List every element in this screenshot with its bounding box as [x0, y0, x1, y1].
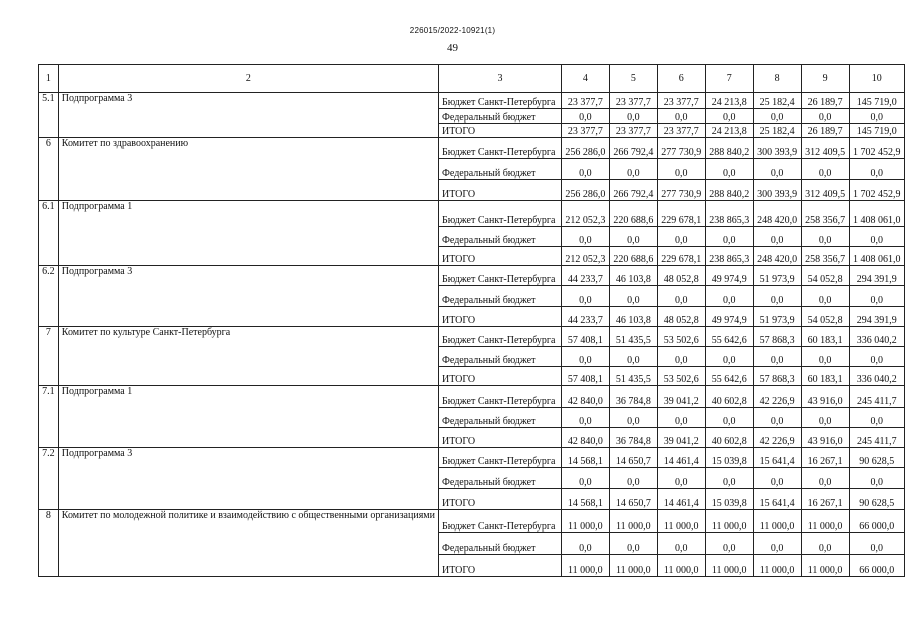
- funding-source: ИТОГО: [438, 180, 561, 201]
- row-number: 8: [39, 510, 59, 577]
- header-row: [39, 65, 905, 93]
- value-cell: 336 040,2: [849, 327, 904, 347]
- value-cell: 0,0: [705, 468, 753, 489]
- value-cell: 11 000,0: [801, 555, 849, 577]
- value-cell: 53 502,6: [657, 327, 705, 347]
- value-cell: 256 286,0: [561, 138, 609, 159]
- value-cell: 0,0: [849, 159, 904, 180]
- value-cell: 0,0: [849, 408, 904, 428]
- value-cell: 0,0: [609, 286, 657, 307]
- value-cell: 220 688,6: [609, 201, 657, 227]
- funding-source: Бюджет Санкт-Петербурга: [438, 327, 561, 347]
- value-cell: 15 641,4: [753, 489, 801, 510]
- value-cell: 11 000,0: [657, 510, 705, 533]
- value-cell: 51 435,5: [609, 367, 657, 386]
- value-cell: 14 650,7: [609, 489, 657, 510]
- row-number: 6.1: [39, 201, 59, 266]
- value-cell: 23 377,7: [561, 93, 609, 109]
- value-cell: 0,0: [657, 227, 705, 247]
- value-cell: 0,0: [753, 286, 801, 307]
- value-cell: 0,0: [801, 533, 849, 555]
- table-row: [39, 93, 905, 109]
- funding-source: Федеральный бюджет: [438, 159, 561, 180]
- value-cell: 0,0: [705, 109, 753, 124]
- value-cell: 0,0: [801, 408, 849, 428]
- value-cell: 229 678,1: [657, 201, 705, 227]
- value-cell: 0,0: [753, 533, 801, 555]
- table-row: [39, 386, 905, 408]
- value-cell: 0,0: [801, 109, 849, 124]
- row-number: 7.2: [39, 448, 59, 510]
- value-cell: 0,0: [801, 227, 849, 247]
- value-cell: 277 730,9: [657, 138, 705, 159]
- program-name: Подпрограмма 3: [58, 266, 438, 327]
- value-cell: 57 868,3: [753, 327, 801, 347]
- value-cell: 0,0: [705, 227, 753, 247]
- value-cell: 15 039,8: [705, 448, 753, 468]
- value-cell: 258 356,7: [801, 247, 849, 266]
- value-cell: 11 000,0: [609, 510, 657, 533]
- value-cell: 266 792,4: [609, 138, 657, 159]
- value-cell: 11 000,0: [705, 555, 753, 577]
- value-cell: 26 189,7: [801, 93, 849, 109]
- value-cell: 294 391,9: [849, 307, 904, 327]
- value-cell: 0,0: [609, 227, 657, 247]
- value-cell: 14 461,4: [657, 489, 705, 510]
- column-header: 6: [657, 65, 705, 93]
- value-cell: 294 391,9: [849, 266, 904, 286]
- value-cell: 0,0: [561, 408, 609, 428]
- value-cell: 42 226,9: [753, 428, 801, 448]
- value-cell: 0,0: [657, 109, 705, 124]
- value-cell: 0,0: [609, 408, 657, 428]
- value-cell: 44 233,7: [561, 307, 609, 327]
- value-cell: 11 000,0: [705, 510, 753, 533]
- value-cell: 256 286,0: [561, 180, 609, 201]
- funding-source: Федеральный бюджет: [438, 227, 561, 247]
- value-cell: 300 393,9: [753, 180, 801, 201]
- value-cell: 24 213,8: [705, 124, 753, 138]
- value-cell: 40 602,8: [705, 386, 753, 408]
- value-cell: 0,0: [705, 286, 753, 307]
- column-header: 9: [801, 65, 849, 93]
- table-row: [39, 201, 905, 227]
- value-cell: 48 052,8: [657, 266, 705, 286]
- column-header: 10: [849, 65, 904, 93]
- value-cell: 23 377,7: [609, 124, 657, 138]
- funding-source: Бюджет Санкт-Петербурга: [438, 448, 561, 468]
- value-cell: 0,0: [801, 347, 849, 367]
- value-cell: 15 641,4: [753, 448, 801, 468]
- value-cell: 23 377,7: [561, 124, 609, 138]
- value-cell: 55 642,6: [705, 367, 753, 386]
- value-cell: 90 628,5: [849, 489, 904, 510]
- value-cell: 0,0: [801, 468, 849, 489]
- page-number: 49: [447, 42, 458, 54]
- value-cell: 60 183,1: [801, 327, 849, 347]
- value-cell: 145 719,0: [849, 93, 904, 109]
- value-cell: 1 408 061,0: [849, 247, 904, 266]
- value-cell: 0,0: [609, 533, 657, 555]
- value-cell: 0,0: [609, 159, 657, 180]
- value-cell: 49 974,9: [705, 266, 753, 286]
- value-cell: 42 840,0: [561, 428, 609, 448]
- value-cell: 23 377,7: [609, 93, 657, 109]
- value-cell: 55 642,6: [705, 327, 753, 347]
- value-cell: 0,0: [849, 533, 904, 555]
- funding-source: Федеральный бюджет: [438, 533, 561, 555]
- value-cell: 266 792,4: [609, 180, 657, 201]
- value-cell: 212 052,3: [561, 201, 609, 227]
- value-cell: 336 040,2: [849, 367, 904, 386]
- program-name: Комитет по культуре Санкт-Петербурга: [58, 327, 438, 386]
- funding-source: Бюджет Санкт-Петербурга: [438, 93, 561, 109]
- budget-table: [38, 64, 905, 577]
- value-cell: 24 213,8: [705, 93, 753, 109]
- value-cell: 42 840,0: [561, 386, 609, 408]
- value-cell: 0,0: [753, 159, 801, 180]
- value-cell: 245 411,7: [849, 386, 904, 408]
- value-cell: 248 420,0: [753, 201, 801, 227]
- value-cell: 57 408,1: [561, 327, 609, 347]
- value-cell: 0,0: [705, 159, 753, 180]
- program-name: Подпрограмма 3: [58, 448, 438, 510]
- value-cell: 288 840,2: [705, 138, 753, 159]
- value-cell: 238 865,3: [705, 201, 753, 227]
- funding-source: Бюджет Санкт-Петербурга: [438, 510, 561, 533]
- value-cell: 0,0: [609, 468, 657, 489]
- row-number: 7: [39, 327, 59, 386]
- value-cell: 229 678,1: [657, 247, 705, 266]
- value-cell: 0,0: [849, 109, 904, 124]
- value-cell: 0,0: [561, 227, 609, 247]
- row-number: 6: [39, 138, 59, 201]
- value-cell: 0,0: [561, 109, 609, 124]
- value-cell: 0,0: [657, 468, 705, 489]
- value-cell: 0,0: [609, 109, 657, 124]
- funding-source: Федеральный бюджет: [438, 347, 561, 367]
- value-cell: 53 502,6: [657, 367, 705, 386]
- funding-source: Федеральный бюджет: [438, 468, 561, 489]
- value-cell: 11 000,0: [801, 510, 849, 533]
- value-cell: 46 103,8: [609, 266, 657, 286]
- program-name: Подпрограмма 1: [58, 386, 438, 448]
- column-header: 4: [561, 65, 609, 93]
- value-cell: 40 602,8: [705, 428, 753, 448]
- value-cell: 23 377,7: [657, 124, 705, 138]
- value-cell: 277 730,9: [657, 180, 705, 201]
- funding-source: ИТОГО: [438, 124, 561, 138]
- table-row: [39, 327, 905, 347]
- funding-source: Бюджет Санкт-Петербурга: [438, 266, 561, 286]
- value-cell: 54 052,8: [801, 307, 849, 327]
- value-cell: 66 000,0: [849, 510, 904, 533]
- value-cell: 51 435,5: [609, 327, 657, 347]
- value-cell: 0,0: [561, 533, 609, 555]
- value-cell: 0,0: [753, 347, 801, 367]
- funding-source: ИТОГО: [438, 247, 561, 266]
- value-cell: 14 461,4: [657, 448, 705, 468]
- value-cell: 0,0: [705, 533, 753, 555]
- value-cell: 39 041,2: [657, 428, 705, 448]
- value-cell: 0,0: [801, 286, 849, 307]
- value-cell: 312 409,5: [801, 138, 849, 159]
- value-cell: 145 719,0: [849, 124, 904, 138]
- value-cell: 0,0: [609, 347, 657, 367]
- value-cell: 46 103,8: [609, 307, 657, 327]
- value-cell: 0,0: [561, 468, 609, 489]
- table-row: [39, 448, 905, 468]
- value-cell: 0,0: [849, 286, 904, 307]
- value-cell: 312 409,5: [801, 180, 849, 201]
- value-cell: 0,0: [561, 347, 609, 367]
- value-cell: 25 182,4: [753, 124, 801, 138]
- column-header: 3: [438, 65, 561, 93]
- value-cell: 0,0: [849, 227, 904, 247]
- value-cell: 11 000,0: [561, 555, 609, 577]
- table-row: [39, 138, 905, 159]
- value-cell: 43 916,0: [801, 386, 849, 408]
- value-cell: 0,0: [561, 286, 609, 307]
- funding-source: Бюджет Санкт-Петербурга: [438, 138, 561, 159]
- value-cell: 0,0: [657, 159, 705, 180]
- value-cell: 48 052,8: [657, 307, 705, 327]
- value-cell: 57 408,1: [561, 367, 609, 386]
- column-header: 2: [58, 65, 438, 93]
- value-cell: 14 568,1: [561, 489, 609, 510]
- value-cell: 0,0: [705, 408, 753, 428]
- program-name: Подпрограмма 3: [58, 93, 438, 138]
- value-cell: 0,0: [753, 109, 801, 124]
- value-cell: 1 702 452,9: [849, 180, 904, 201]
- value-cell: 1 408 061,0: [849, 201, 904, 227]
- value-cell: 245 411,7: [849, 428, 904, 448]
- funding-source: ИТОГО: [438, 367, 561, 386]
- value-cell: 212 052,3: [561, 247, 609, 266]
- value-cell: 26 189,7: [801, 124, 849, 138]
- funding-source: Федеральный бюджет: [438, 286, 561, 307]
- value-cell: 300 393,9: [753, 138, 801, 159]
- value-cell: 42 226,9: [753, 386, 801, 408]
- value-cell: 0,0: [657, 408, 705, 428]
- value-cell: 0,0: [705, 347, 753, 367]
- value-cell: 36 784,8: [609, 386, 657, 408]
- value-cell: 0,0: [849, 347, 904, 367]
- column-header: 7: [705, 65, 753, 93]
- value-cell: 0,0: [801, 159, 849, 180]
- funding-source: Бюджет Санкт-Петербурга: [438, 386, 561, 408]
- value-cell: 0,0: [657, 347, 705, 367]
- value-cell: 51 973,9: [753, 307, 801, 327]
- program-name: Комитет по здравоохранению: [58, 138, 438, 201]
- value-cell: 11 000,0: [753, 555, 801, 577]
- value-cell: 1 702 452,9: [849, 138, 904, 159]
- value-cell: 14 568,1: [561, 448, 609, 468]
- value-cell: 43 916,0: [801, 428, 849, 448]
- value-cell: 57 868,3: [753, 367, 801, 386]
- funding-source: ИТОГО: [438, 428, 561, 448]
- funding-source: Бюджет Санкт-Петербурга: [438, 201, 561, 227]
- value-cell: 15 039,8: [705, 489, 753, 510]
- column-header: 5: [609, 65, 657, 93]
- value-cell: 90 628,5: [849, 448, 904, 468]
- value-cell: 36 784,8: [609, 428, 657, 448]
- funding-source: Федеральный бюджет: [438, 408, 561, 428]
- funding-source: Федеральный бюджет: [438, 109, 561, 124]
- value-cell: 23 377,7: [657, 93, 705, 109]
- value-cell: 248 420,0: [753, 247, 801, 266]
- value-cell: 11 000,0: [561, 510, 609, 533]
- program-name: Подпрограмма 1: [58, 201, 438, 266]
- value-cell: 11 000,0: [609, 555, 657, 577]
- value-cell: 16 267,1: [801, 448, 849, 468]
- value-cell: 14 650,7: [609, 448, 657, 468]
- value-cell: 0,0: [849, 468, 904, 489]
- document-id: 226015/2022-10921(1): [409, 26, 496, 35]
- table-row: [39, 266, 905, 286]
- program-name: Комитет по молодежной политике и взаимодействию с общественными организациями: [58, 510, 438, 577]
- value-cell: 11 000,0: [657, 555, 705, 577]
- funding-source: ИТОГО: [438, 307, 561, 327]
- column-header: 8: [753, 65, 801, 93]
- value-cell: 11 000,0: [753, 510, 801, 533]
- column-header: 1: [39, 65, 59, 93]
- table-row: [39, 510, 905, 533]
- value-cell: 51 973,9: [753, 266, 801, 286]
- value-cell: 0,0: [753, 227, 801, 247]
- value-cell: 16 267,1: [801, 489, 849, 510]
- value-cell: 0,0: [753, 468, 801, 489]
- funding-source: ИТОГО: [438, 555, 561, 577]
- value-cell: 258 356,7: [801, 201, 849, 227]
- value-cell: 0,0: [657, 533, 705, 555]
- row-number: 5.1: [39, 93, 59, 138]
- value-cell: 238 865,3: [705, 247, 753, 266]
- value-cell: 0,0: [657, 286, 705, 307]
- value-cell: 54 052,8: [801, 266, 849, 286]
- row-number: 6.2: [39, 266, 59, 327]
- row-number: 7.1: [39, 386, 59, 448]
- value-cell: 0,0: [561, 159, 609, 180]
- value-cell: 66 000,0: [849, 555, 904, 577]
- value-cell: 44 233,7: [561, 266, 609, 286]
- value-cell: 49 974,9: [705, 307, 753, 327]
- value-cell: 39 041,2: [657, 386, 705, 408]
- value-cell: 220 688,6: [609, 247, 657, 266]
- value-cell: 60 183,1: [801, 367, 849, 386]
- value-cell: 0,0: [753, 408, 801, 428]
- value-cell: 25 182,4: [753, 93, 801, 109]
- funding-source: ИТОГО: [438, 489, 561, 510]
- value-cell: 288 840,2: [705, 180, 753, 201]
